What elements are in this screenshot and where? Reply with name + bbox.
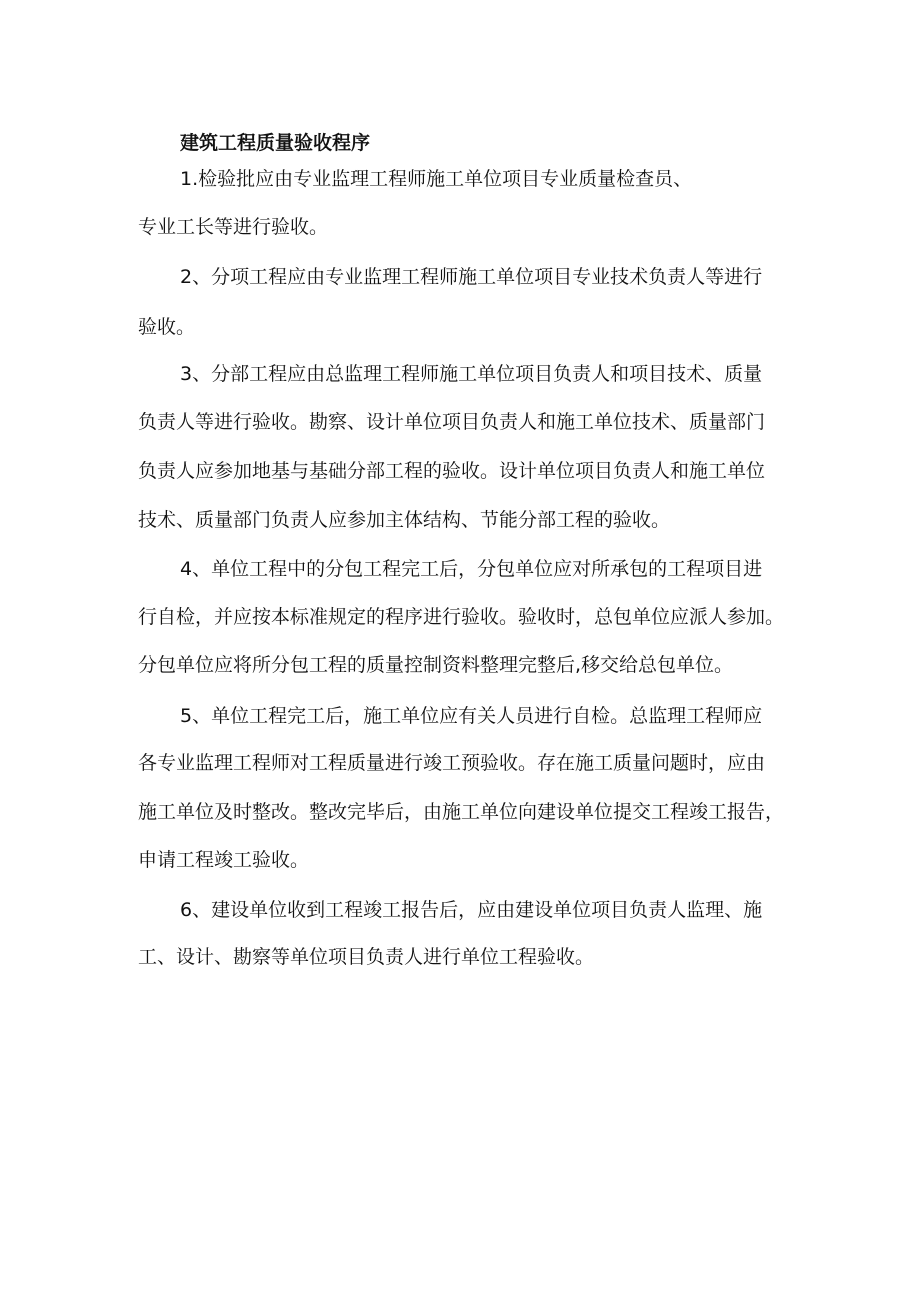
paragraph-2-line-1: 2、分项工程应由专业监理工程师施工单位项目专业技术负责人等进行 (180, 266, 763, 288)
paragraph-4-line-1: 4、单位工程中的分包工程完工后，分包单位应对所承包的工程项目进 (180, 558, 763, 580)
paragraph-6-line-1: 6、建设单位收到工程竣工报告后，应由建设单位项目负责人监理、施 (180, 899, 763, 921)
document-title: 建筑工程质量验收程序 (180, 132, 371, 154)
paragraph-4-line-3: 分包单位应将所分包工程的质量控制资料整理完整后,移交给总包单位。 (138, 654, 734, 676)
paragraph-2-line-2: 验收。 (138, 316, 196, 338)
paragraph-6-line-2: 工、设计、勘察等单位项目负责人进行单位工程验收。 (138, 946, 595, 968)
paragraph-5-line-4: 申请工程竣工验收。 (138, 849, 310, 871)
paragraph-3-line-4: 技术、质量部门负责人应参加主体结构、节能分部工程的验收。 (138, 509, 671, 531)
paragraph-5-line-3: 施工单位及时整改。整改完毕后，由施工单位向建设单位提交工程竣工报告， (138, 801, 785, 823)
paragraph-3-line-3: 负责人应参加地基与基础分部工程的验收。设计单位项目负责人和施工单位 (138, 460, 766, 482)
paragraph-5-line-2: 各专业监理工程师对工程质量进行竣工预验收。存在施工质量问题时，应由 (138, 752, 766, 774)
paragraph-3-line-1: 3、分部工程应由总监理工程师施工单位项目负责人和项目技术、质量 (180, 363, 763, 385)
paragraph-5-line-1: 5、单位工程完工后，施工单位应有关人员进行自检。总监理工程师应 (180, 705, 763, 727)
paragraph-3-line-2: 负责人等进行验收。勘察、设计单位项目负责人和施工单位技术、质量部门 (138, 411, 766, 433)
paragraph-1-line-1: 1.检验批应由专业监理工程师施工单位项目专业质量检查员、 (180, 168, 693, 190)
paragraph-4-line-2: 行自检，并应按本标准规定的程序进行验收。验收时，总包单位应派人参加。 (138, 606, 785, 628)
paragraph-1-line-2: 专业工长等进行验收。 (138, 216, 329, 238)
